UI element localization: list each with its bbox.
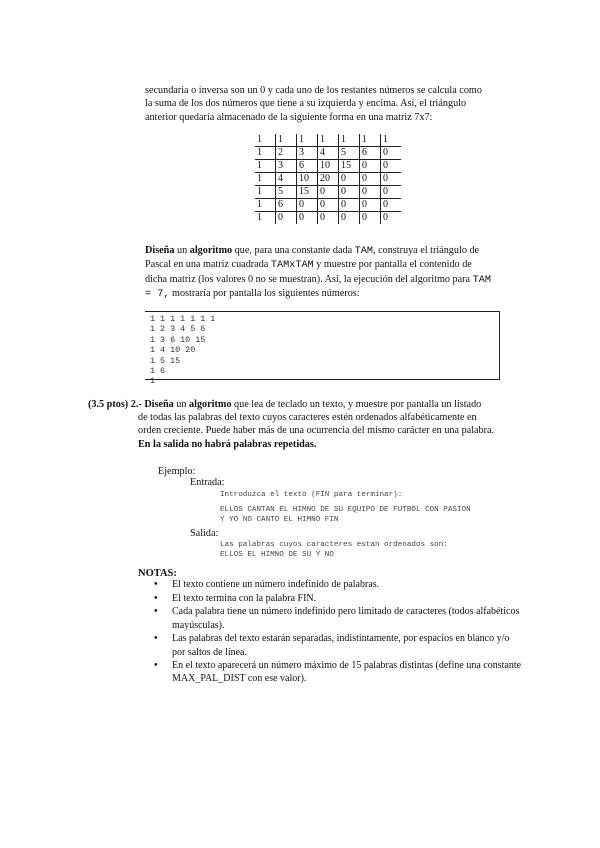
note-item: • El texto contiene un número indefinido de palabras. bbox=[172, 578, 524, 591]
matrix-cell: 0 bbox=[381, 173, 402, 186]
matrix-cell: 1 bbox=[255, 173, 276, 186]
intro-line-1: secundaria o inversa son un 0 y cada uno de los restantes números se calcula como bbox=[145, 85, 482, 96]
input-label: Entrada: bbox=[190, 477, 225, 488]
note-item: • Cada palabra tiene un número indefinido pero limitado de caracteres (todos alfabéticos mayúsculas). bbox=[172, 605, 524, 631]
intro-line-3: anterior quedaría almacenado de la siguiente forma en una matriz 7x7: bbox=[145, 111, 433, 123]
console-line: 1 4 10 20 bbox=[150, 345, 196, 356]
matrix-cell: 20 bbox=[318, 173, 339, 186]
matrix-cell: 3 bbox=[297, 147, 318, 160]
output-text-line-1: Las palabras cuyos caracteres estan ordenados son: bbox=[220, 541, 448, 549]
matrix-cell: 0 bbox=[360, 173, 381, 186]
task2-paragraph bbox=[88, 398, 502, 411]
task2-text: un bbox=[173, 399, 190, 410]
task1-paragraph bbox=[145, 244, 502, 302]
code-tam-value: = 7, bbox=[145, 289, 170, 301]
matrix-cell: 1 bbox=[297, 134, 318, 147]
matrix-row bbox=[255, 173, 401, 186]
matrix-cell: 3 bbox=[276, 160, 297, 173]
matrix-cell: 15 bbox=[339, 160, 360, 173]
matrix-cell: 1 bbox=[339, 134, 360, 147]
matrix-cell: 0 bbox=[360, 160, 381, 173]
matrix-cell: 1 bbox=[255, 212, 276, 225]
matrix-row bbox=[255, 186, 401, 199]
matrix-row bbox=[255, 199, 401, 212]
matrix-cell: 0 bbox=[339, 173, 360, 186]
matrix-cell: 0 bbox=[381, 212, 402, 225]
input-text-line-2: Y YO NO CANTO EL HIMNO FIN bbox=[220, 516, 339, 524]
matrix-cell: 0 bbox=[360, 199, 381, 212]
console-line: 1 5 15 bbox=[150, 355, 181, 366]
matrix-cell: 0 bbox=[276, 212, 297, 225]
matrix-cell: 10 bbox=[297, 173, 318, 186]
pascal-matrix-table bbox=[255, 134, 401, 224]
task2-line-3: orden creciente. Puede haber más de una ocurrencia del mismo carácter en una palabra. bbox=[138, 425, 495, 437]
matrix-cell: 0 bbox=[381, 186, 402, 199]
task1-text: , construya el triángulo de bbox=[372, 245, 480, 256]
task1-text: mostraría por pantalla los siguientes números: bbox=[169, 288, 360, 300]
task1-text: que, para una constante dada bbox=[232, 245, 355, 256]
input-prompt: Introduzca el texto (FIN para terminar): bbox=[220, 491, 403, 499]
matrix-cell: 0 bbox=[297, 199, 318, 212]
matrix-cell: 0 bbox=[381, 199, 402, 212]
console-line: 1 2 3 4 5 6 bbox=[150, 324, 206, 335]
intro-paragraph bbox=[145, 84, 502, 124]
matrix-cell: 15 bbox=[297, 186, 318, 199]
example-title: Ejemplo: bbox=[158, 466, 196, 477]
matrix-row bbox=[255, 134, 401, 147]
matrix-cell: 6 bbox=[276, 199, 297, 212]
matrix-cell: 6 bbox=[360, 147, 381, 160]
task1-text: un bbox=[174, 245, 190, 256]
matrix-cell: 0 bbox=[360, 186, 381, 199]
console-line: 1 bbox=[150, 376, 156, 387]
code-tam: TAM bbox=[472, 274, 491, 286]
task2-line-2: de todas las palabras del texto cuyos caracteres estén ordenados alfabéticamente en bbox=[138, 412, 477, 423]
matrix-cell: 4 bbox=[318, 147, 339, 160]
matrix-cell: 1 bbox=[360, 134, 381, 147]
matrix-cell: 6 bbox=[297, 160, 318, 173]
notes-list bbox=[150, 578, 524, 686]
matrix-cell: 0 bbox=[339, 199, 360, 212]
console-line: 1 6 bbox=[150, 366, 166, 377]
task2-bold-design: Diseña bbox=[144, 399, 174, 410]
matrix-cell: 4 bbox=[276, 173, 297, 186]
note-item: • En el texto aparecerá un número máximo de 15 palabras distintas (define una constante MAX_PAL_DIST con ese valor). bbox=[172, 659, 524, 685]
matrix-cell: 0 bbox=[339, 186, 360, 199]
matrix-cell: 0 bbox=[318, 212, 339, 225]
task2-points: (3.5 ptos) 2.- bbox=[88, 399, 142, 410]
console-output-box bbox=[145, 311, 500, 387]
console-line: 1 1 1 1 1 1 1 bbox=[150, 314, 216, 324]
matrix-row bbox=[255, 212, 401, 225]
code-tam: TAM bbox=[354, 246, 373, 257]
task1-bold-algorithm: algoritmo bbox=[189, 245, 233, 256]
output-label: Salida: bbox=[190, 528, 219, 539]
intro-line-2: la suma de los dos números que tiene a su izquierda y encima. Así, el triángulo bbox=[145, 98, 467, 110]
matrix-cell: 1 bbox=[318, 134, 339, 147]
matrix-cell: 1 bbox=[257, 134, 262, 145]
notes-title: NOTAS: bbox=[138, 568, 177, 579]
matrix-cell: 5 bbox=[276, 186, 297, 199]
task1-bold-design: Diseña bbox=[145, 245, 175, 256]
matrix-row bbox=[255, 160, 401, 173]
task2-continuation bbox=[138, 411, 502, 451]
matrix-cell: 0 bbox=[360, 212, 381, 225]
console-line: 1 3 6 10 15 bbox=[150, 334, 206, 345]
output-text-line-2: ELLOS EL HIMNO DE SU Y NO bbox=[220, 551, 334, 559]
matrix-cell: 10 bbox=[318, 160, 339, 173]
task2-text: que lea de teclado un texto, y muestre por pantalla un listado bbox=[231, 399, 482, 410]
input-text-line-1: ELLOS CANTAN EL HIMNO DE SU EQUIPO DE FUTBOL CON PASION bbox=[220, 506, 471, 514]
task2-bold-algorithm: algoritmo bbox=[189, 399, 232, 410]
matrix-cell: 1 bbox=[255, 147, 276, 160]
matrix-cell: 2 bbox=[276, 147, 297, 160]
matrix-row bbox=[255, 147, 401, 160]
matrix-cell: 0 bbox=[318, 199, 339, 212]
matrix-cell: 0 bbox=[381, 147, 402, 160]
matrix-cell: 5 bbox=[339, 147, 360, 160]
task1-text: y muestre por pantalla el contenido de bbox=[313, 259, 472, 271]
matrix-cell: 1 bbox=[255, 199, 276, 212]
matrix-cell: 0 bbox=[381, 160, 402, 173]
note-item: • El texto termina con la palabra FIN. bbox=[172, 592, 524, 605]
matrix-cell: 0 bbox=[297, 212, 318, 225]
task2-no-repeats: En la salida no habrá palabras repetidas. bbox=[138, 438, 317, 450]
matrix-cell: 1 bbox=[276, 134, 297, 147]
code-tamxtam: TAMxTAM bbox=[270, 260, 314, 272]
matrix-cell: 1 bbox=[255, 186, 276, 199]
matrix-cell: 0 bbox=[318, 186, 339, 199]
note-item: • Las palabras del texto estarán separadas, indistintamente, por espacios en blanco y/o por saltos de línea. bbox=[172, 632, 524, 658]
matrix-cell: 0 bbox=[339, 212, 360, 225]
matrix-cell: 1 bbox=[381, 134, 402, 147]
task1-text: dicha matriz (los valores 0 no se muestran). Así, la ejecución del algoritmo para bbox=[145, 273, 473, 285]
task1-text: Pascal en una matriz cuadrada bbox=[145, 259, 271, 271]
matrix-cell: 1 bbox=[255, 160, 276, 173]
